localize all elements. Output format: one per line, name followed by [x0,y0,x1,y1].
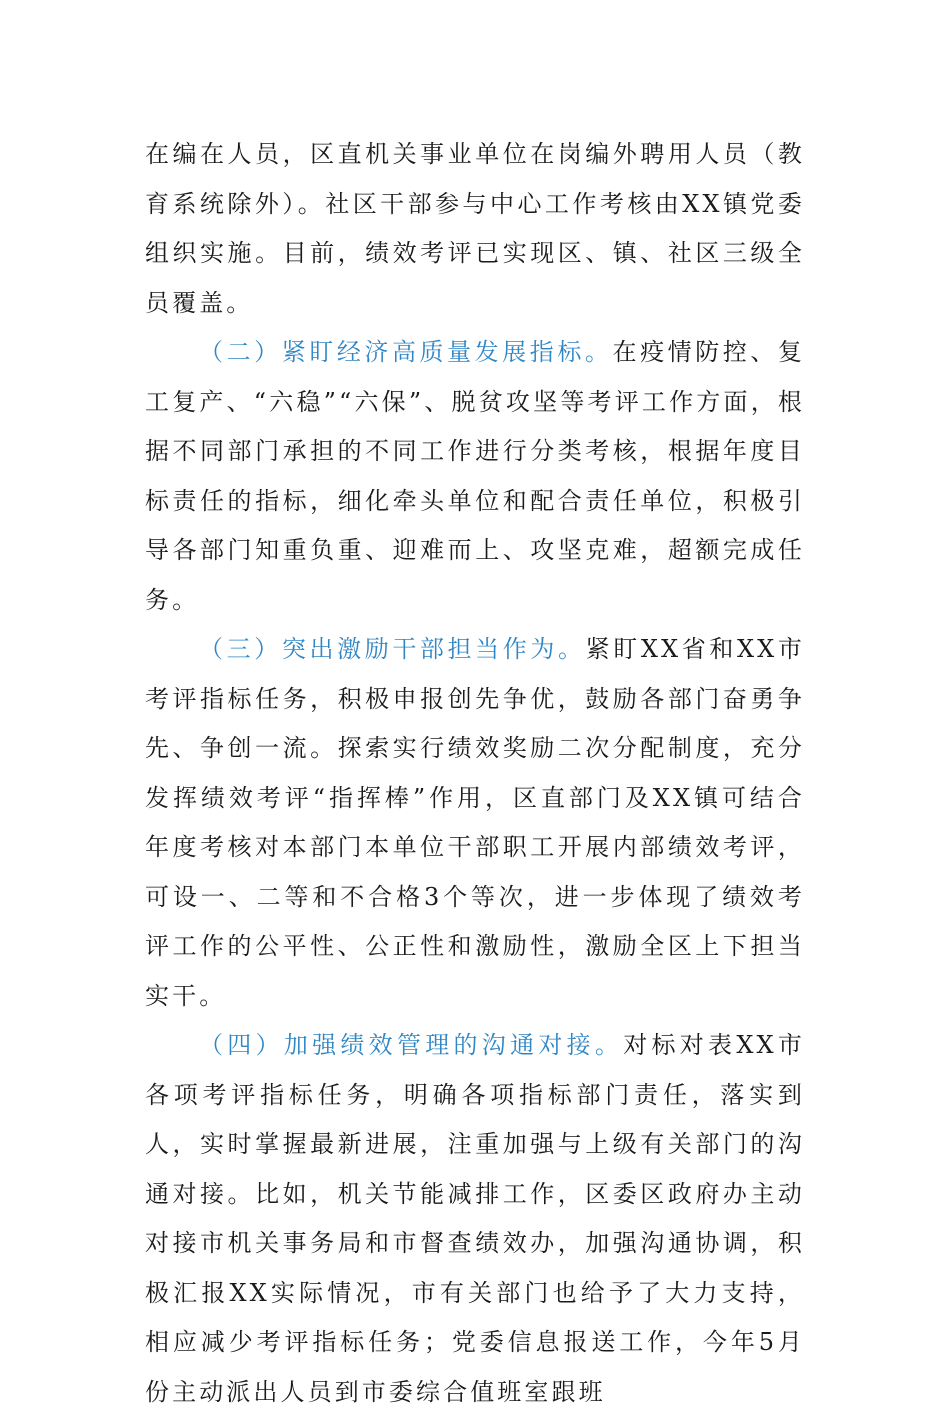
paragraph-text: 对标对表XX市各项考评指标任务，明确各项指标部门责任，落实到人，实时掌握最新进展，注重加强与上级有关部门的沟通对接。比如，机关节能减排工作，区委区政府办主动对接市机关事务局和市督查绩效办，加强沟通协调，积极汇报XX实际情况，市有关部门也给予了大力支持，相应减少考评指标任务；党委信息报送工作，今年5月份主动派出人员到市委综合值班室跟班 [145,1031,805,1406]
document-body [145,130,805,1417]
paragraph-continuation [145,130,805,328]
section-heading-4: （四）加强绩效管理的沟通对接。 [199,1031,624,1059]
section-heading-3: （三）突出激励干部担当作为。 [199,635,586,663]
paragraph-text: 紧盯XX省和XX市考评指标任务，积极申报创先争优，鼓励各部门奋勇争先、争创一流。探索实行绩效奖励二次分配制度，充分发挥绩效考评“指挥棒”作用，区直部门及XX镇可结合年度考核对本部门本单位干部职工开展内部绩效考评，可设一、二等和不合格3个等次，进一步体现了绩效考评工作的公平性、公正性和激励性，激励全区上下担当实干。 [145,635,805,1010]
section-heading-2: （二）紧盯经济高质量发展指标。 [199,338,613,366]
paragraph-text: 在疫情防控、复工复产、“六稳”“六保”、脱贫攻坚等考评工作方面，根据不同部门承担的不同工作进行分类考核，根据年度目标责任的指标，细化牵头单位和配合责任单位，积极引导各部门知重负重、迎难而上、攻坚克难，超额完成任务。 [145,338,805,614]
paragraph-section-3 [145,625,805,1021]
paragraph-section-2 [145,328,805,625]
paragraph-text: 在编在人员，区直机关事业单位在岗编外聘用人员（教育系统除外）。社区干部参与中心工作考核由XX镇党委组织实施。目前，绩效考评已实现区、镇、社区三级全员覆盖。 [145,140,805,317]
paragraph-section-4 [145,1021,805,1417]
